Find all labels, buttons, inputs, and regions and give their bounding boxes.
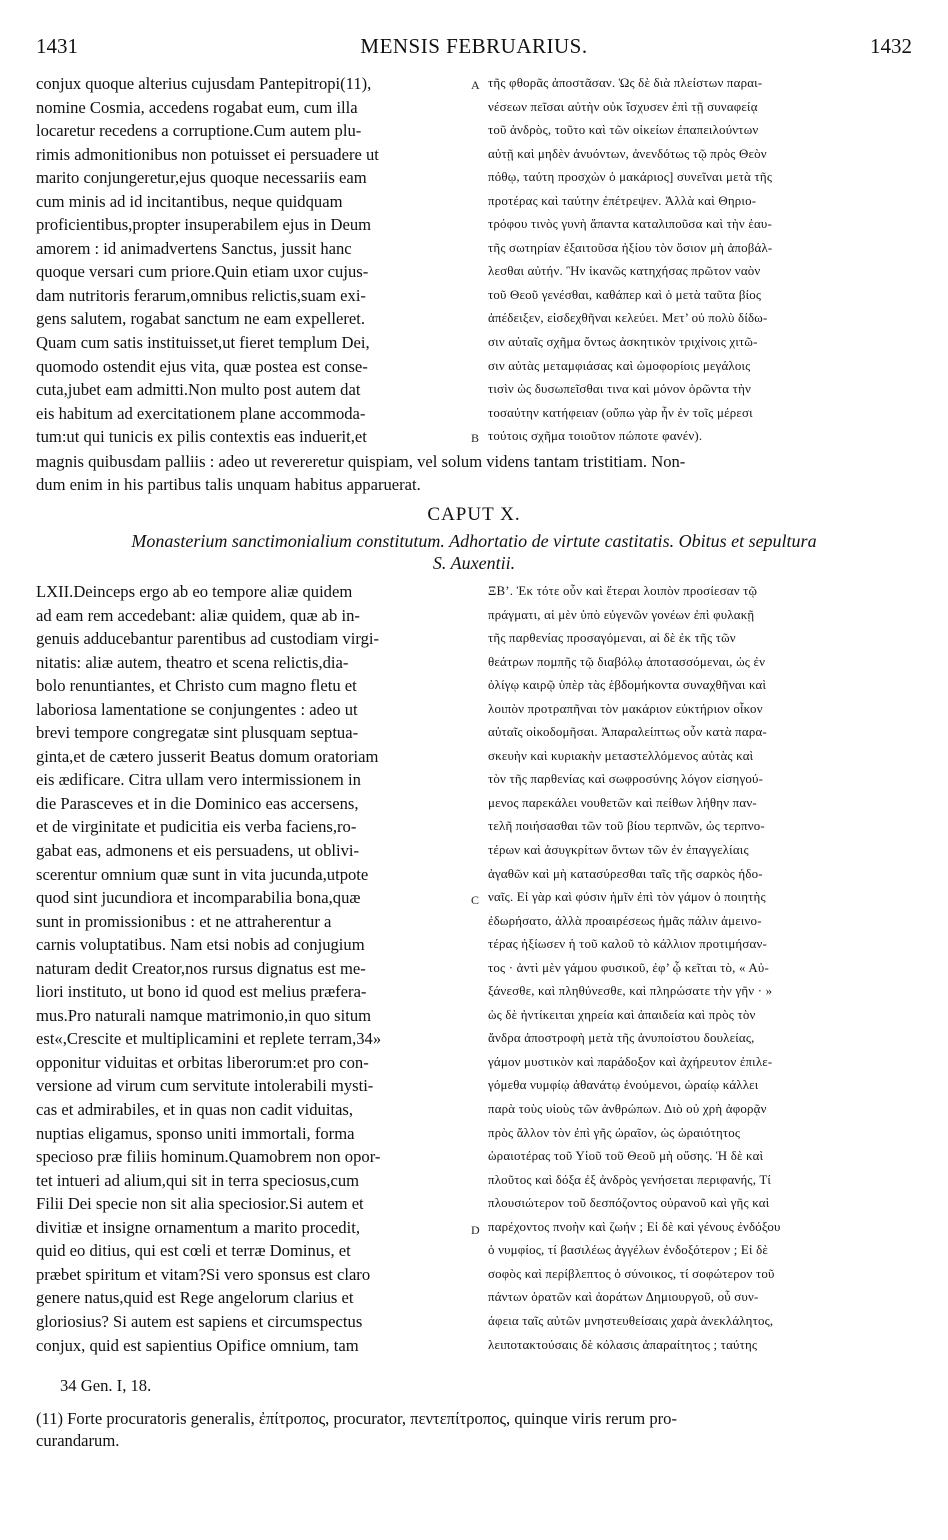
greek-line: ἀπέδειξεν, εἰσδεχθῆναι κελεύει. Μετ’ οὐ πολὺ δίδω- <box>488 311 768 326</box>
greek-line: τοῦ ἀνδρὸς, τοῦτο καὶ τῶν οἰκείων ἐπαπειλούντων <box>488 123 759 138</box>
greek-line: σιν αὐτὰς μεταμφιάσας καὶ ὠμοφορίοις μεγάλοις <box>488 358 751 373</box>
latin-line: et de virginitate et pudicitia eis verba faciens,ro- <box>36 817 357 837</box>
latin-line: carnis voluptatibus. Nam etsi nobis ad conjugium <box>36 935 365 955</box>
latin-line: versione ad virum cum servitute intolerabili mysti- <box>36 1076 374 1096</box>
greek-line: αὐταῖς οἰκοδομῆσαι. Ἀπαραλείπτως οὖν κατὰ παρα- <box>488 725 767 740</box>
greek-line: ἄνδρα ἀποστροφὴ μετὰ τῆς ἀνυποίστου δουλείας, <box>488 1031 755 1046</box>
latin-line: quod sint jucundiora et incomparabilia bona,quæ <box>36 888 361 908</box>
greek-line: πράγματι, αἱ μὲν ὑπὸ εὐγενῶν γονέων ἐπὶ φυλακῇ <box>488 607 755 622</box>
latin-line: proficientibus,propter insuperabilem ejus in Deum <box>36 215 372 235</box>
latin-line: est«,Crescite et multiplicamini et replete terram,34» <box>36 1029 382 1049</box>
greek-line: προτέρας καὶ ταύτην ἐπέτρεψεν. Ἀλλὰ καὶ Θηριο- <box>488 193 757 208</box>
latin-line: brevi tempore congregatæ sint plusquam septua- <box>36 723 359 743</box>
latin-line: nuptias eligamus, sponso uniti immortali, forma <box>36 1123 355 1143</box>
greek-column-main <box>488 580 916 1357</box>
greek-line: πάντων ὁρατῶν καὶ ἀοράτων Δημιουργοῦ, οὗ συν- <box>488 1290 759 1305</box>
greek-line: τοσαύτην κατήφειαν (οὔπω γὰρ ἦν ἐν τοῖς μέρεσι <box>488 405 753 420</box>
greek-line: πλουσιώτερον τοῦ δεσπόζοντος οὐρανοῦ καὶ γῆς καὶ <box>488 1196 770 1211</box>
page-header <box>0 34 948 68</box>
greek-line: τοῦ Θεοῦ γενέσθαι, καθάπερ καὶ ὁ μετὰ ταῦτα βίος <box>488 287 762 302</box>
latin-line: genuis adducebantur parentibus ad custodiam virgi- <box>36 629 379 649</box>
latin-line: eis habitum ad exercitationem plane accommoda- <box>36 403 366 423</box>
latin-line: eis ædificare. Citra ullam vero intermissionem in <box>36 770 361 790</box>
greek-line: τῆς παρθενίας προσαγόμεναι, αἱ δὲ ἐκ τῆς τῶν <box>488 631 736 646</box>
greek-line: μενος παρεκάλει νουθετῶν καὶ πείθων λήθην παν- <box>488 795 757 810</box>
latin-line: divitiæ et insigne ornamentum a marito procedit, <box>36 1217 360 1237</box>
latin-line: gabat eas, admonens et eis persuadens, ut oblivi- <box>36 841 360 861</box>
latin-line: sunt in promissionibus : et ne attraherentur a <box>36 911 332 931</box>
latin-line: dam nutritoris ferarum,omnibus relictis,suam exi- <box>36 285 366 305</box>
greek-line: θεάτρων πομπῆς τῷ διαβόλῳ ἀποτασσόμεναι, ὡς ἐν <box>488 654 766 669</box>
margin-letter-a: A <box>471 78 480 92</box>
greek-line: ἀγαθῶν καὶ μὴ κατασύρεσθαι ταῖς τῆς σαρκὸς ἡδο- <box>488 866 763 881</box>
fullwidth-continuation <box>36 450 914 497</box>
latin-line: opponitur viduitas et orbitas liberorum:et pro con- <box>36 1052 369 1072</box>
greek-line: ναῖς. Εἰ γὰρ καὶ φύσιν ἡμῖν ἐπὶ τὸν γάμον ὁ ποιητὴς <box>488 890 766 905</box>
margin-letter-c: C <box>471 893 480 907</box>
greek-line: λοιπὸν προτραπῆναι τὸν μακάριον εὐκτήριον οἶκον <box>488 701 763 716</box>
greek-line: λειποτακτούσαις δὲ κόλασις ἀπαραίτητος ; ταύτης <box>488 1337 758 1352</box>
latin-line: tum:ut qui tunicis ex pilis contextis eas induerit,et <box>36 427 367 447</box>
fullwidth-line: magnis quibusdam palliis : adeo ut revereretur quispiam, vel solum videns tantam tristitiam. Non- <box>36 452 686 471</box>
greek-line: πλοῦτος καὶ δόξα ἐξ ἀνδρὸς γενήσεται περιφανής, Τί <box>488 1172 772 1187</box>
fullwidth-line: dum enim in his partibus talis unquam habitus apparuerat. <box>36 475 421 495</box>
latin-line: tet intueri ad alium,qui sit in terra speciosus,cum <box>36 1170 360 1190</box>
latin-line: liori instituto, ut bono id quod est melius præfera- <box>36 982 367 1002</box>
latin-line: præbet spiritum et vitam?Si vero sponsus est claro <box>36 1264 371 1284</box>
greek-line: γόμεθα νυμφίῳ ἀθανάτῳ ἑνούμενοι, ὡραίῳ κάλλει <box>488 1078 759 1093</box>
latin-line: cum minis ad id incitantibus, neque quidquam <box>36 191 343 211</box>
chapter-title: CAPUT X. <box>427 504 521 525</box>
margin-letter-d: D <box>471 1223 480 1237</box>
latin-line: quoque versari cum priore.Quin etiam uxor cujus- <box>36 262 369 282</box>
latin-line: nomine Cosmia, accedens rogabat eum, cum illa <box>36 97 358 117</box>
latin-line: LXII.Deinceps ergo ab eo tempore aliæ quidem <box>36 582 353 601</box>
greek-line: άφεια ταῖς αὐτῶν μνηστευθείσαις χαρὰ ἀνεκλάλητος, <box>488 1313 774 1328</box>
greek-line: ΞΒ’. Ἐκ τότε οὖν καὶ ἕτεραι λοιπὸν προσίεσαν τῷ <box>488 584 758 598</box>
latin-line: mus.Pro naturali namque matrimonio,in quo situm <box>36 1005 372 1025</box>
latin-line: cuta,jubet eam admitti.Non multo post autem dat <box>36 380 361 400</box>
latin-column-top <box>36 72 468 449</box>
greek-line: σοφὸς καὶ περίβλεπτος ὁ σύνοικος, τί σοφώτερον τοῦ <box>488 1266 775 1281</box>
latin-line: scerentur omnium quæ sunt in vita jucunda,utpote <box>36 864 369 884</box>
latin-line: cas et admirabiles, et in quas non cadit viduitas, <box>36 1100 354 1120</box>
greek-line: παρέχοντος πνοὴν καὶ ζωήν ; Εἰ δὲ καὶ γένους ἐνδόξου <box>488 1219 781 1234</box>
latin-line: gens salutem, rogabat sanctum ne eam expelleret. <box>36 309 365 329</box>
latin-line: rimis admonitionibus non potuisset ei persuadere ut <box>36 144 379 164</box>
greek-line: τρόφου τινὸς γυνὴ ἅπαντα καταλιποῦσα καὶ τὴν ἑαυ- <box>488 217 773 232</box>
greek-line: πόθῳ, ταύτη προσχὼν ὁ μακάριος] συνεῖναι μετὰ τῆς <box>488 170 773 185</box>
page-number-right: 1432 <box>870 34 912 58</box>
editor-footnote-line: (11) Forte procuratoris generalis, ἐπίτροπος, procurator, πεντεπίτροπος, quinque viris rerum pro- <box>36 1409 677 1428</box>
greek-line: τῆς σωτηρίαν ἐξαιτοῦσα ἠξίου τὸν ὅσιον μὴ ἀποβάλ- <box>488 240 773 255</box>
editor-footnote <box>36 1408 916 1452</box>
latin-line: quid eo ditius, qui est cœli et terræ Dominus, et <box>36 1241 351 1261</box>
latin-line: conjux, quid est sapientius Opifice omnium, tam <box>36 1335 359 1355</box>
latin-line: specioso præ filiis hominum.Quamobrem non opor- <box>36 1147 381 1167</box>
greek-line: νέσεων πεῖσαι αὐτὴν οὐκ ἴσχυσεν ἐπὶ τῇ συναφείᾳ <box>488 99 758 114</box>
greek-line: ὡς δὲ ἠντίκειται χηρεία καὶ ἀπαιδεία καὶ πρὸς τὸν <box>488 1007 756 1022</box>
greek-line: γάμον μυστικὸν καὶ παράδοξον καὶ ἀχήρευτον ἐπιλε- <box>488 1054 773 1069</box>
latin-line: Quam cum satis instituisset,ut fieret templum Dei, <box>36 333 370 353</box>
greek-line: τισὶν ὡς δυσωπεῖσθαι τινα καὶ μόνον ὁρῶντα τὴν <box>488 382 752 397</box>
scripture-footnote: 34 Gen. I, 18. <box>60 1376 152 1395</box>
chapter-subtitle-line-2: S. Auxentii. <box>432 553 516 573</box>
latin-line: marito conjungeretur,ejus quoque necessariis eam <box>36 168 367 188</box>
latin-line: Filii Dei specie non sit alia speciosior.Si autem et <box>36 1194 364 1214</box>
greek-line: λεσθαι αὐτήν. Ἣν ἱκανῶς κατηχήσας πρῶτον ναὸν <box>488 264 761 279</box>
latin-line: laboriosa lamentatione se conjungentes : adeo ut <box>36 699 358 719</box>
latin-line: conjux quoque alterius cujusdam Pantepitropi(11), <box>36 74 372 93</box>
latin-line: naturam dedit Creator,nos rursus dignatus est me- <box>36 958 366 978</box>
greek-line: ὡραιοτέρας τοῦ Υἱοῦ τοῦ Θεοῦ μὴ οὔσης. Ἡ δὲ καὶ <box>488 1149 764 1164</box>
greek-line: τούτοις σχῆμα τοιοῦτον πώποτε φανέν). <box>488 429 703 444</box>
latin-line: amorem : id animadvertens Sanctus, jussit hanc <box>36 238 352 258</box>
editor-footnote-line: curandarum. <box>36 1431 120 1450</box>
greek-line: ὀλίγῳ καιρῷ ὑπὲρ τὰς ἑβδομήκοντα συναχθῆναι καὶ <box>488 678 767 693</box>
greek-column-top <box>488 72 916 449</box>
latin-line: nitatis: aliæ autem, theatro et scena relictis,dia- <box>36 652 349 672</box>
page-number-left: 1431 <box>36 34 78 58</box>
chapter-subtitle-line-1: Monasterium sanctimonialium constitutum. Adhortatio de virtute castitatis. Obitus et sepultura <box>131 531 817 551</box>
greek-line: τέρων καὶ ἀσυγκρίτων ὄντων τῶν ἐν ἐπαγγελίαις <box>488 843 749 858</box>
latin-line: genere natus,quid est Rege angelorum clarius et <box>36 1288 354 1308</box>
greek-line: τελῆ ποιήσασθαι τῶν τοῦ βίου τερπνῶν, ὡς τερπνο- <box>488 819 765 834</box>
greek-line: παρὰ τοὺς υἱοὺς τῶν ἀνθρώπων. Διὸ οὐ χρὴ ἀφορᾷν <box>488 1102 767 1117</box>
greek-line: τῆς φθορᾶς ἀποστᾶσαν. Ὡς δὲ διὰ πλείστων παραι- <box>488 76 763 90</box>
greek-line: τὸν τῆς παρθενίας καὶ σωφροσύνης λόγον εἰσηγού- <box>488 772 764 787</box>
latin-line: bolo renuntiantes, et Christo cum magno fletu et <box>36 676 357 696</box>
greek-line: αὐτῇ καὶ μηδὲν ἀνυόντων, ἀνενδότως τῷ πρὸς Θεὸν <box>488 146 767 161</box>
margin-letter-b: B <box>471 431 480 445</box>
latin-line: ginta,et de cætero jusserit Beatus domum oratoriam <box>36 746 379 766</box>
latin-column-main <box>36 580 468 1357</box>
latin-line: ad eam rem accedebant: aliæ quidem, quæ ab in- <box>36 605 360 625</box>
latin-line: die Parasceves et in die Dominico eas accersens, <box>36 793 359 813</box>
greek-line: ἐδωρήσατο, ἀλλὰ προαιρέσεως ἡμᾶς πάλιν ἀμεινο- <box>488 913 762 928</box>
greek-line: τος · ἀντὶ μὲν γάμου φυσικοῦ, ἐφ’ ᾧ κεῖται τὸ, « Αὐ- <box>488 960 769 975</box>
greek-line: σκευὴν καὶ κυριακὴν μεταστελλόμενος αὐτὰς καὶ <box>488 748 754 763</box>
greek-line: ὁ νυμφίος, τί βασιλέως ἀγγέλων ἐνδοξότερον ; Εἰ δὲ <box>488 1243 768 1258</box>
greek-line: τέρας ἠξίωσεν ἡ τοῦ καλοῦ τὸ κάλλιον προτιμήσαν- <box>488 937 767 952</box>
latin-line: quomodo ostendit ejus vita, quæ postea est conse- <box>36 356 368 376</box>
greek-line: σιν αὐταῖς σχῆμα ὄντως ἀσκητικὸν τριχίνοις χιτῶ- <box>488 335 758 350</box>
greek-line: πρὸς ἄλλον τὸν ἐπὶ γῆς ὡραῖον, ὡς ὡραιότητος <box>488 1125 741 1140</box>
latin-line: locaretur recedens a corruptione.Cum autem plu- <box>36 121 362 141</box>
running-title: MENSIS FEBRUARIUS. <box>360 34 588 58</box>
greek-line: ξάνεσθε, καὶ πληθύνεσθε, καὶ πληρώσατε τὴν γῆν · » <box>488 984 773 999</box>
latin-line: gloriosius? Si autem est sapiens et circumspectus <box>36 1311 363 1331</box>
